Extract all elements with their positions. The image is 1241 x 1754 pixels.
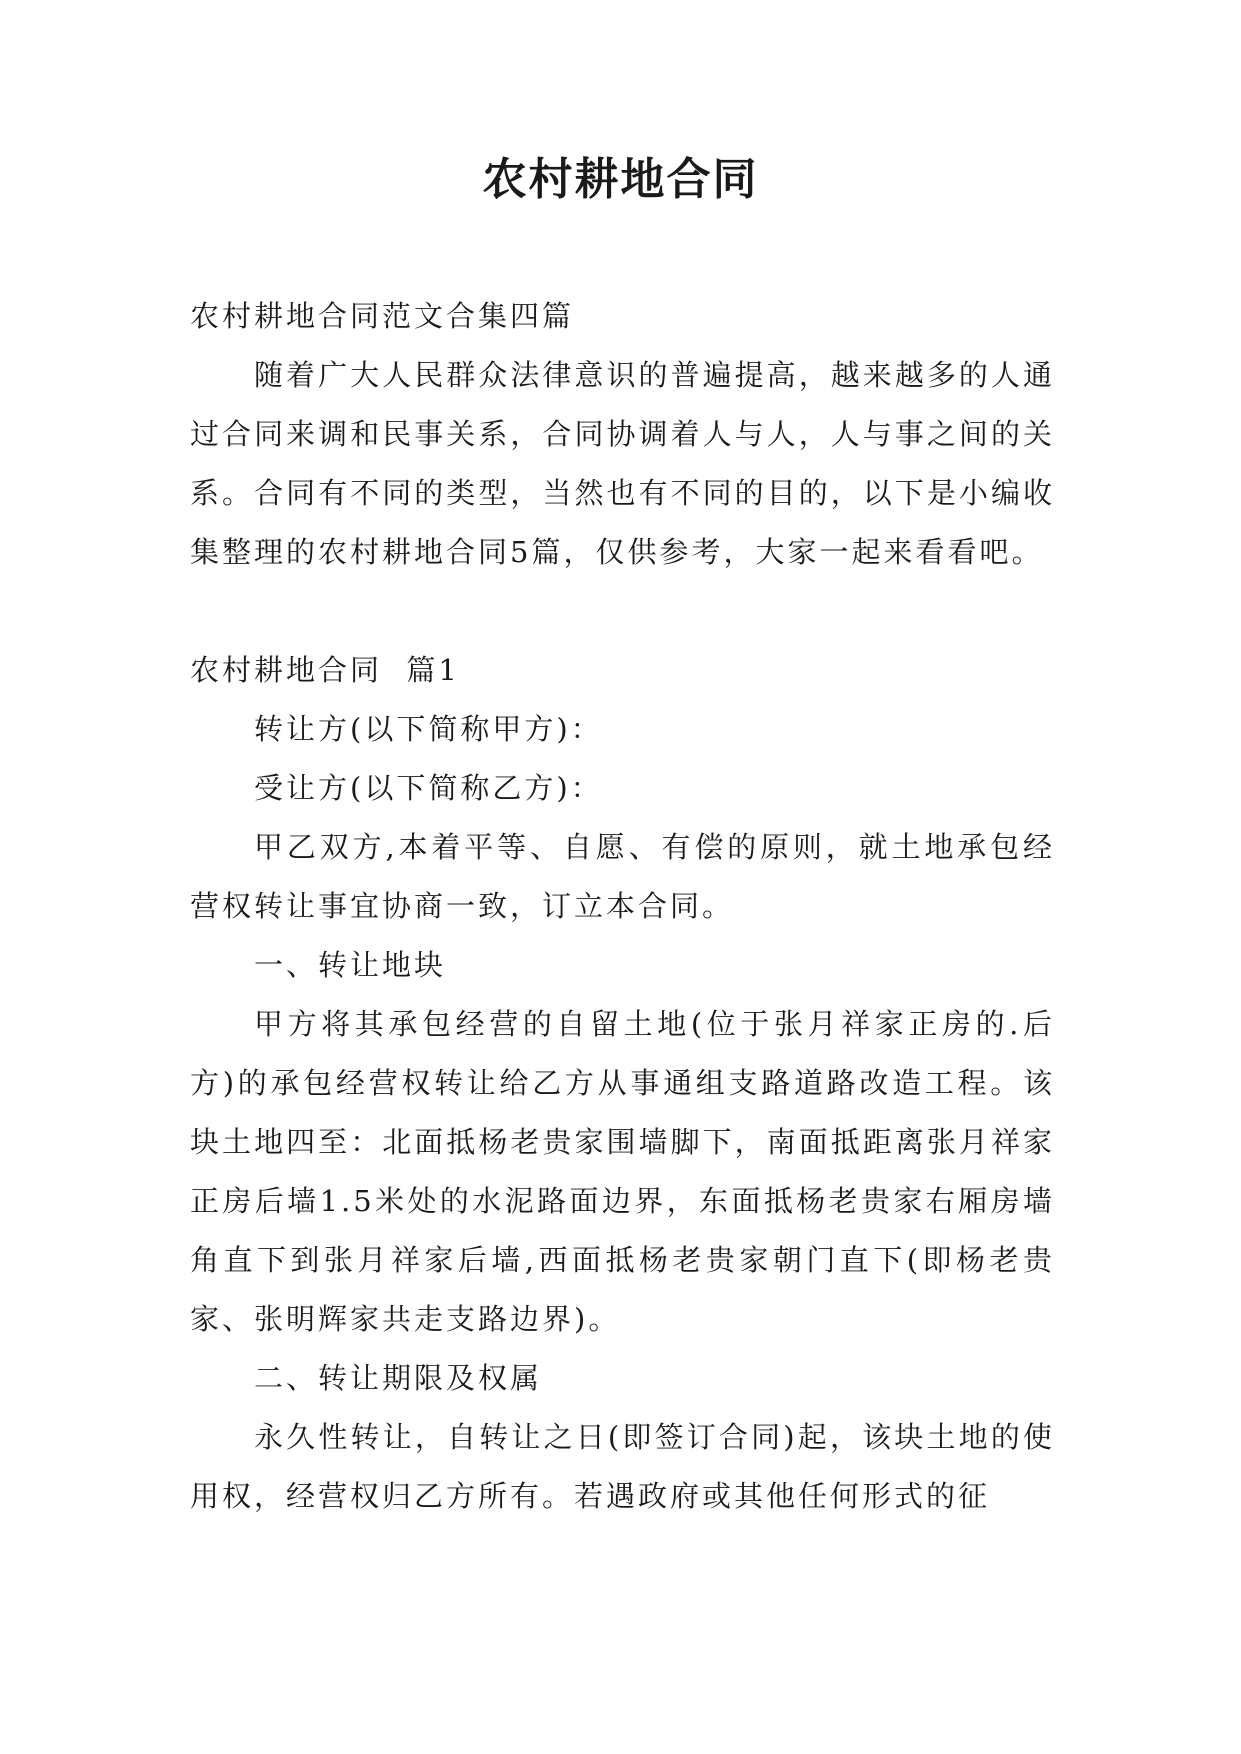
transferor-line: 转让方(以下简称甲方)： bbox=[254, 712, 603, 746]
document-subtitle: 农村耕地合同范文合集四篇 bbox=[190, 299, 575, 333]
document-body bbox=[190, 287, 1055, 1526]
preamble-paragraph: 甲乙双方,本着平等、自愿、有偿的原则，就土地承包经营权转让事宜协商一致，订立本合同。 bbox=[190, 830, 1055, 923]
clause-paragraph-1: 甲方将其承包经营的自留土地(位于张月祥家正房的.后方)的承包经营权转让给乙方从事通组支路道路改造工程。该块土地四至：北面抵杨老贵家围墙脚下，南面抵距离张月祥家正房后墙1.5米处的水泥路面边界，东面抵杨老贵家右厢房墙角直下到张月祥家后墙,西面抵杨老贵家朝门直下(即杨老贵家、张明辉家共走支路边界)。 bbox=[190, 1007, 1055, 1336]
clause-paragraph-2: 永久性转让，自转让之日(即签订合同)起，该块土地的使用权，经营权归乙方所有。若遇政府或其他任何形式的征 bbox=[190, 1420, 1055, 1513]
document-title: 农村耕地合同 bbox=[482, 154, 759, 205]
clause-heading-2: 二、转让期限及权属 bbox=[254, 1361, 543, 1395]
clause-heading-1: 一、转让地块 bbox=[254, 948, 447, 982]
section-heading: 农村耕地合同 篇1 bbox=[190, 653, 460, 687]
transferee-line: 受让方(以下简称乙方)： bbox=[254, 771, 603, 805]
intro-paragraph: 随着广大人民群众法律意识的普遍提高，越来越多的人通过合同来调和民事关系，合同协调着人与人，人与事之间的关系。合同有不同的类型，当然也有不同的目的，以下是小编收集整理的农村耕地合同5篇，仅供参考，大家一起来看看吧。 bbox=[190, 358, 1055, 569]
section-spacer bbox=[190, 582, 1055, 641]
